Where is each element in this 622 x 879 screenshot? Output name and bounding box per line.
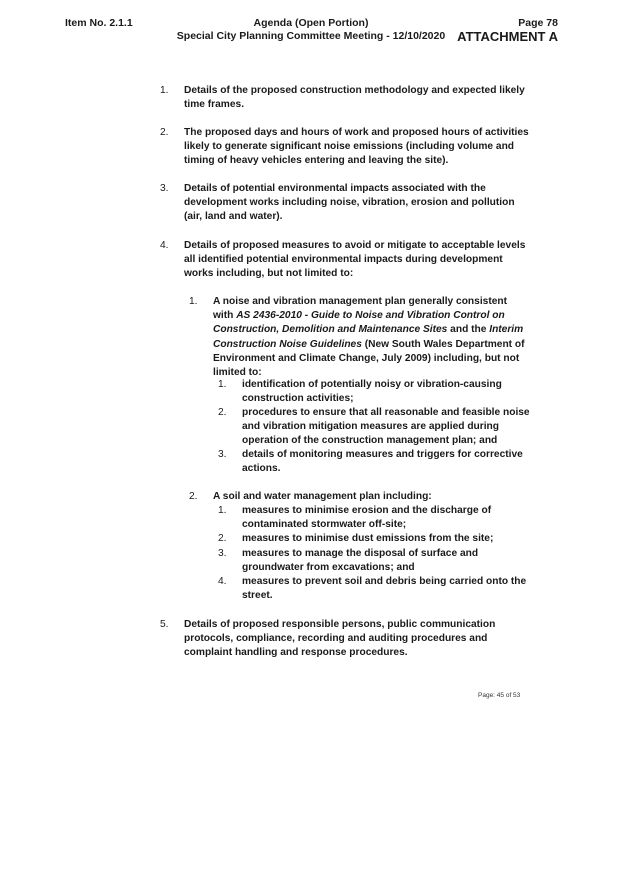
page-number: Page 78: [518, 17, 558, 29]
agenda-title: Agenda (Open Portion): [253, 17, 369, 29]
text-run: (New South Wales Department of Environment and Climate Change, July 2009) including, but not limited to:: [213, 338, 525, 379]
item-text: Details of the proposed construction methodology and expected likely time frames.: [184, 85, 525, 111]
standard-title: AS 2436-2010 - Guide to Noise and Vibration Control on Construction, Demolition and Maintenance Sites: [213, 310, 505, 336]
meeting-title: Special City Planning Committee Meeting - 12/10/2020: [176, 30, 446, 42]
guideline-title: Interim Construction Noise Guidelines: [213, 324, 524, 350]
point-text: identification of potentially noisy or vibration-causing construction activities;: [242, 379, 502, 405]
point-text: procedures to ensure that all reasonable and feasible noise and vibration mitigation measures are applied during operation of the construction management plan; and: [242, 407, 530, 447]
point-text: measures to prevent soil and debris being carried onto the street.: [242, 576, 527, 602]
text-run: and the: [447, 324, 490, 336]
item-text: Details of proposed responsible persons, public communication protocols, compliance, recording and auditing procedures and complaint handling and response procedures.: [184, 619, 496, 659]
point-text: measures to minimise erosion and the discharge of contaminated stormwater off-site;: [242, 505, 492, 531]
point-text: measures to manage the disposal of surface and groundwater from excavations; and: [242, 548, 479, 574]
item-text: Details of potential environmental impacts associated with the development works including noise, vibration, erosion and pollution (air, land and water).: [184, 183, 515, 223]
point-number: 1.: [218, 505, 227, 516]
point-number: 2.: [218, 407, 227, 418]
item-text: Details of proposed measures to avoid or mitigate to acceptable levels all identified potential environmental impacts during development works including, but not limited to:: [184, 240, 526, 280]
page-heading: [457, 17, 558, 44]
point-number: 4.: [218, 576, 227, 587]
item-number-label: 2.: [160, 127, 169, 138]
point-text: measures to minimise dust emissions from the site;: [242, 533, 494, 544]
point-number: 3.: [218, 449, 227, 460]
sub-item-number: 1.: [189, 296, 198, 307]
text-run: A noise and vibration management plan generally consistent with: [213, 296, 507, 322]
item-number-label: 5.: [160, 619, 169, 630]
point-text: details of monitoring measures and triggers for corrective actions.: [242, 449, 523, 475]
item-number: Item No. 2.1.1: [65, 17, 133, 29]
sub-item-text: [213, 295, 528, 380]
item-text: The proposed days and hours of work and proposed hours of activities likely to generate significant noise emissions (including volume and timing of heavy vehicles entering and leaving the site).: [184, 127, 529, 167]
page-footer: Page: 45 of 53: [478, 692, 521, 699]
item-number-label: 1.: [160, 85, 169, 96]
item-number-label: 4.: [160, 240, 169, 251]
sub-item-text: A soil and water management plan including:: [213, 491, 432, 502]
attachment-label: ATTACHMENT A: [457, 29, 558, 44]
point-number: 1.: [218, 379, 227, 390]
item-number-label: 3.: [160, 183, 169, 194]
sub-item-number: 2.: [189, 491, 198, 502]
point-number: 2.: [218, 533, 227, 544]
point-number: 3.: [218, 548, 227, 559]
